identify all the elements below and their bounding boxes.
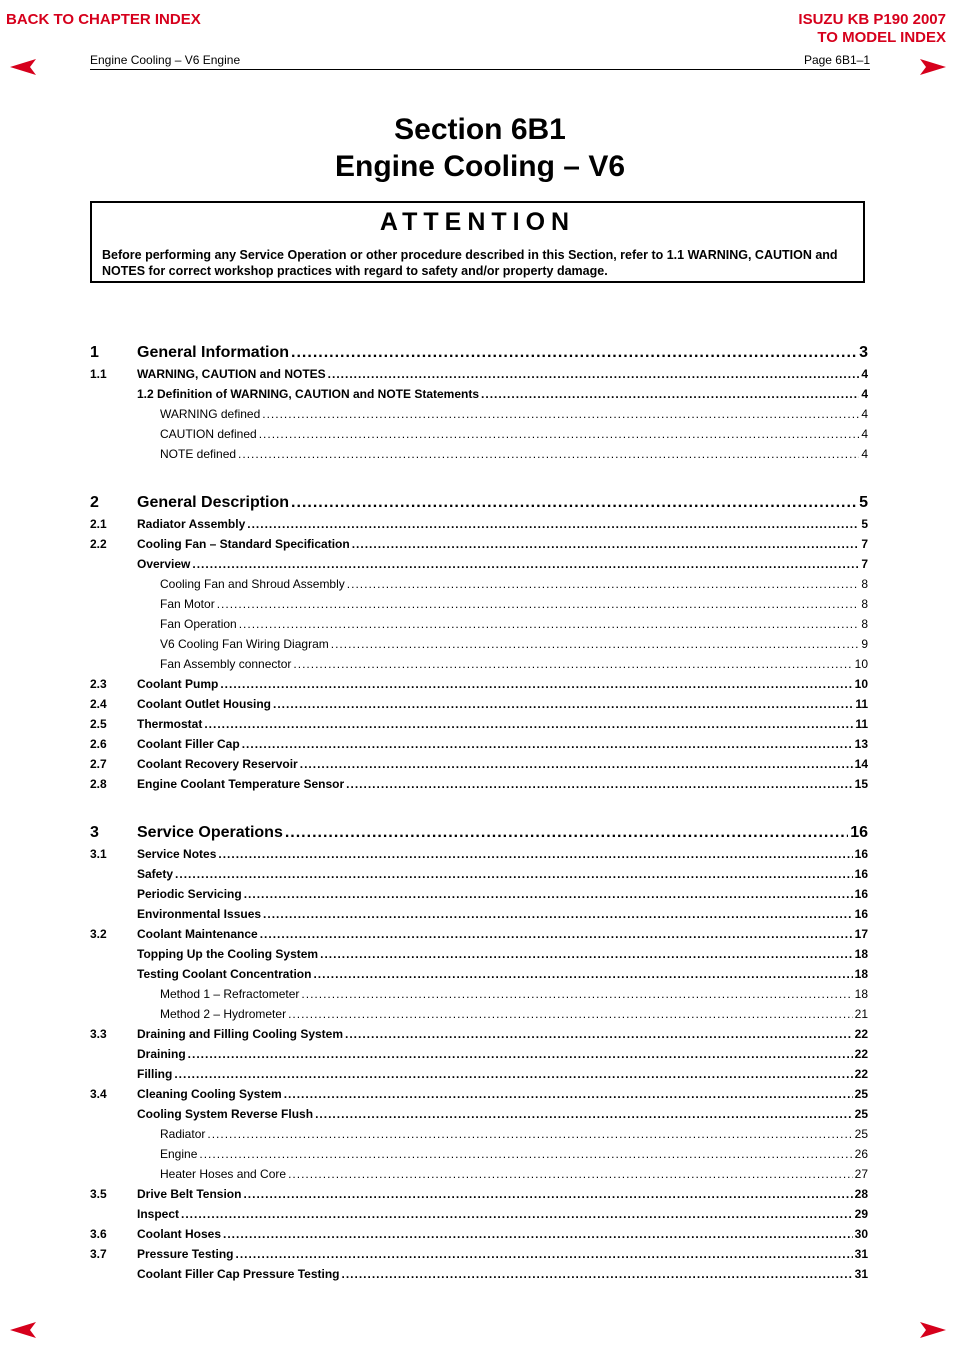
toc-page-number: 9: [861, 637, 868, 651]
toc-entry-label: V6 Cooling Fan Wiring Diagram: [160, 637, 329, 651]
toc-entry-label: Coolant Filler Cap Pressure Testing: [137, 1267, 340, 1281]
toc-entry-number: 3.4: [90, 1087, 107, 1101]
toc-dot-leader: [220, 674, 852, 694]
toc-dot-leader: [244, 884, 853, 904]
toc-subsection-entry[interactable]: [90, 924, 868, 944]
toc-topic-entry[interactable]: [90, 1044, 868, 1064]
toc-entry-label: NOTE defined: [160, 447, 237, 461]
toc-subsection-entry[interactable]: [90, 714, 868, 734]
toc-page-number: 16: [850, 824, 868, 841]
toc-subsection-entry[interactable]: [90, 674, 868, 694]
toc-entry-label: Draining: [137, 1047, 186, 1061]
toc-page-number: 5: [859, 494, 868, 511]
toc-entry-number: 2.1: [90, 517, 107, 531]
toc-page-number: 11: [855, 697, 868, 711]
running-header: [90, 53, 870, 70]
toc-page-number: 25: [854, 1127, 868, 1141]
toc-entry-label: Engine Coolant Temperature Sensor: [137, 777, 345, 791]
toc-page-number: 7: [861, 537, 868, 551]
toc-entry-number: 3.1: [90, 847, 107, 861]
toc-entry-number: 2.4: [90, 697, 107, 711]
toc-entry-label: Cooling Fan and Shroud Assembly: [160, 577, 345, 591]
toc-dot-leader: [352, 534, 860, 554]
toc-subtopic-entry[interactable]: [90, 1124, 868, 1144]
toc-entry-number: 3.7: [90, 1247, 107, 1261]
next-page-arrow-icon[interactable]: [920, 59, 946, 75]
toc-page-number: 22: [854, 1027, 868, 1041]
toc-dot-leader: [259, 424, 860, 444]
toc-entry-number: 2: [90, 494, 99, 511]
toc-topic-entry[interactable]: [90, 1064, 868, 1084]
toc-subsection-entry[interactable]: [90, 514, 868, 534]
toc-subtopic-entry[interactable]: [90, 1164, 868, 1184]
toc-subsection-entry[interactable]: [90, 844, 868, 864]
toc-dot-leader: [328, 364, 860, 384]
toc-page-number: 14: [854, 757, 868, 771]
toc-entry-label: General Information: [137, 344, 290, 361]
toc-subsection-entry[interactable]: [90, 534, 868, 554]
toc-entry-label: Draining and Filling Cooling System: [137, 1027, 344, 1041]
toc-page-number: 17: [854, 927, 868, 941]
toc-entry-label: Filling: [137, 1067, 173, 1081]
toc-subsection-entry[interactable]: [90, 734, 868, 754]
toc-dot-leader: [273, 694, 853, 714]
toc-dot-leader: [347, 574, 860, 594]
toc-page-number: 4: [861, 447, 868, 461]
toc-entry-number: 3.5: [90, 1187, 107, 1201]
toc-topic-entry[interactable]: [90, 864, 868, 884]
toc-topic-entry[interactable]: [90, 964, 868, 984]
toc-entry-label: Coolant Outlet Housing: [137, 697, 271, 711]
toc-entry-label: Service Notes: [137, 847, 217, 861]
toc-entry-number: 3: [90, 824, 99, 841]
toc-subtopic-entry[interactable]: [90, 444, 868, 464]
toc-subtopic-entry[interactable]: [90, 1004, 868, 1024]
toc-page-number: 4: [861, 367, 868, 381]
toc-dot-leader: [238, 444, 859, 464]
toc-subsection-entry[interactable]: [90, 754, 868, 774]
toc-dot-leader: [288, 1004, 853, 1024]
toc-dot-leader: [315, 1104, 853, 1124]
toc-entry-number: 2.3: [90, 677, 107, 691]
toc-page-number: 10: [854, 677, 868, 691]
toc-page-number: 27: [854, 1167, 868, 1181]
toc-entry-label: Coolant Recovery Reservoir: [137, 757, 298, 771]
toc-entry-label: Topping Up the Cooling System: [137, 947, 319, 961]
toc-dot-leader: [293, 654, 852, 674]
toc-page-number: 25: [854, 1087, 868, 1101]
toc-entry-label: WARNING, CAUTION and NOTES: [137, 367, 326, 381]
header-chapter-title: Engine Cooling – V6 Engine: [90, 53, 241, 67]
toc-dot-leader: [174, 1064, 852, 1084]
toc-page-number: 16: [854, 887, 868, 901]
to-model-index-label[interactable]: TO MODEL INDEX: [817, 29, 946, 46]
toc-entry-label: Cooling Fan – Standard Specification: [137, 537, 350, 551]
toc-entry-label: Safety: [137, 867, 174, 881]
attention-heading: ATTENTION: [379, 208, 576, 236]
toc-entry-label: Fan Operation: [160, 617, 237, 631]
toc-subsection-entry[interactable]: [90, 1184, 868, 1204]
toc-page-number: 31: [854, 1247, 868, 1261]
toc-entry-label: Periodic Servicing: [137, 887, 242, 901]
toc-topic-entry[interactable]: [90, 904, 868, 924]
toc-subsection-entry[interactable]: [90, 694, 868, 714]
toc-entry-label: Coolant Hoses: [137, 1227, 222, 1241]
toc-dot-leader: [242, 734, 853, 754]
toc-entry-number: 3.3: [90, 1027, 107, 1041]
toc-entry-label: Cooling System Reverse Flush: [137, 1107, 314, 1121]
toc-page-number: 16: [854, 847, 868, 861]
header-page-number: Page 6B1–1: [803, 53, 870, 67]
attention-text: Before performing any Service Operation or other procedure described in this Section, refer to 1.1 WARNING, CAUTION and NOTES for correct workshop practices with regard to safety and/or property damage.: [102, 248, 838, 278]
toc-dot-leader: [217, 594, 860, 614]
toc-subsection-entry[interactable]: [90, 1024, 868, 1044]
toc-page-number: 11: [855, 717, 868, 731]
toc-entry-label: Coolant Maintenance: [137, 927, 258, 941]
toc-dot-leader: [262, 404, 859, 424]
toc-entry-label: Environmental Issues: [137, 907, 262, 921]
toc-page-number: 30: [854, 1227, 868, 1241]
toc-dot-leader: [481, 384, 859, 404]
toc-entry-number: 2.6: [90, 737, 107, 751]
toc-dot-leader: [300, 754, 853, 774]
toc-page-number: 18: [854, 947, 868, 961]
model-name-label[interactable]: ISUZU KB P190 2007: [798, 11, 946, 28]
toc-entry-label: 1.2 Definition of WARNING, CAUTION and NOTE Statements: [137, 387, 480, 401]
toc-entry-label: Method 1 – Refractometer: [160, 987, 300, 1001]
toc-entry-label: Fan Motor: [160, 597, 215, 611]
toc-dot-leader: [235, 1244, 852, 1264]
toc-dot-leader: [192, 554, 859, 574]
toc-subtopic-entry[interactable]: [90, 424, 868, 444]
toc-page-number: 5: [861, 517, 868, 531]
toc-topic-entry[interactable]: [90, 944, 868, 964]
toc-topic-entry[interactable]: [90, 1104, 868, 1124]
toc-topic-entry[interactable]: [90, 384, 868, 404]
toc-subsection-entry[interactable]: [90, 1084, 868, 1104]
toc-dot-leader: [199, 1144, 852, 1164]
toc-subsection-entry[interactable]: [90, 1244, 868, 1264]
toc-entry-label: Thermostat: [137, 717, 203, 731]
toc-page-number: 15: [854, 777, 868, 791]
toc-dot-leader: [313, 964, 852, 984]
toc-page-number: 8: [861, 597, 868, 611]
toc-entry-number: 3.2: [90, 927, 107, 941]
toc-subtopic-entry[interactable]: [90, 614, 868, 634]
toc-topic-entry[interactable]: [90, 1204, 868, 1224]
toc-subtopic-entry[interactable]: [90, 1144, 868, 1164]
toc-page-number: 4: [861, 427, 868, 441]
toc-page-number: 26: [854, 1147, 868, 1161]
toc-page-number: 31: [854, 1267, 868, 1281]
toc-entry-label: General Description: [137, 494, 290, 511]
toc-entry-number: 1: [90, 344, 99, 361]
toc-entry-label: Coolant Filler Cap: [137, 737, 240, 751]
toc-subtopic-entry[interactable]: [90, 984, 868, 1004]
toc-dot-leader: [181, 1204, 853, 1224]
toc-entry-label: Overview: [137, 557, 191, 571]
toc-entry-label: Inspect: [137, 1207, 180, 1221]
toc-subtopic-entry[interactable]: [90, 404, 868, 424]
toc-dot-leader: [288, 1164, 853, 1184]
toc-dot-leader: [207, 1124, 852, 1144]
toc-entry-number: 3.6: [90, 1227, 107, 1241]
toc-entry-number: 2.5: [90, 717, 107, 731]
toc-page-number: 25: [854, 1107, 868, 1121]
toc-page-number: 16: [854, 867, 868, 881]
toc-dot-leader: [218, 844, 852, 864]
toc-subtopic-entry[interactable]: [90, 634, 868, 654]
toc-page-number: 10: [854, 657, 868, 671]
toc-page-number: 28: [854, 1187, 868, 1201]
toc-page-number: 22: [854, 1047, 868, 1061]
toc-page-number: 21: [854, 1007, 868, 1021]
attention-box: [90, 201, 865, 283]
toc-page-number: 29: [854, 1207, 868, 1221]
toc-subtopic-entry[interactable]: [90, 654, 868, 674]
toc-entry-number: 2.8: [90, 777, 107, 791]
previous-page-arrow-icon[interactable]: [10, 59, 36, 75]
toc-section-gap: [90, 464, 868, 492]
toc-dot-leader: [175, 864, 853, 884]
toc-subsection-entry[interactable]: [90, 364, 868, 384]
toc-page-number: 16: [854, 907, 868, 921]
toc-entry-label: WARNING defined: [160, 407, 261, 421]
toc-topic-entry[interactable]: [90, 1264, 868, 1284]
toc-dot-leader: [223, 1224, 853, 1244]
section-title: [0, 111, 960, 185]
toc-dot-leader: [320, 944, 853, 964]
section-name-title: Engine Cooling – V6: [334, 150, 626, 183]
toc-dot-leader: [342, 1264, 853, 1284]
toc-subsection-entry[interactable]: [90, 1224, 868, 1244]
toc-page-number: 4: [861, 387, 868, 401]
toc-dot-leader: [243, 1184, 852, 1204]
back-to-chapter-index-link[interactable]: BACK TO CHAPTER INDEX: [6, 11, 201, 28]
toc-dot-leader: [247, 514, 859, 534]
toc-subtopic-entry[interactable]: [90, 594, 868, 614]
toc-entry-label: Radiator: [160, 1127, 206, 1141]
toc-dot-leader: [284, 1084, 853, 1104]
toc-page-number: 18: [854, 967, 868, 981]
toc-subtopic-entry[interactable]: [90, 574, 868, 594]
toc-page-number: 7: [861, 557, 868, 571]
toc-subsection-entry[interactable]: [90, 774, 868, 794]
toc-entry-number: 2.2: [90, 537, 107, 551]
toc-dot-leader: [285, 822, 848, 844]
toc-entry-label: CAUTION defined: [160, 427, 257, 441]
toc-entry-number: 1.1: [90, 367, 107, 381]
toc-entry-label: Pressure Testing: [137, 1247, 234, 1261]
toc-dot-leader: [291, 342, 857, 364]
toc-entry-label: Service Operations: [137, 824, 283, 841]
previous-page-arrow-bottom-icon[interactable]: [10, 1322, 36, 1338]
toc-page-number: 8: [861, 617, 868, 631]
toc-dot-leader: [346, 774, 852, 794]
toc-page-number: 4: [861, 407, 868, 421]
toc-page-number: 13: [854, 737, 868, 751]
table-of-contents: [90, 342, 868, 1284]
toc-dot-leader: [204, 714, 853, 734]
toc-entry-label: Radiator Assembly: [137, 517, 246, 531]
toc-section-gap: [90, 794, 868, 822]
toc-entry-label: Coolant Pump: [137, 677, 219, 691]
toc-dot-leader: [291, 492, 857, 514]
toc-page-number: 3: [859, 344, 868, 361]
toc-topic-entry[interactable]: [90, 884, 868, 904]
toc-entry-label: Fan Assembly connector: [160, 657, 292, 671]
toc-section-heading[interactable]: [90, 492, 868, 514]
model-index-link[interactable]: [798, 11, 946, 47]
toc-page-number: 8: [861, 577, 868, 591]
toc-entry-label: Cleaning Cooling System: [137, 1087, 282, 1101]
toc-dot-leader: [263, 904, 853, 924]
toc-topic-entry[interactable]: [90, 554, 868, 574]
toc-entry-label: Testing Coolant Concentration: [137, 967, 312, 981]
toc-entry-number: 2.7: [90, 757, 107, 771]
toc-dot-leader: [331, 634, 860, 654]
toc-section-heading[interactable]: [90, 342, 868, 364]
toc-entry-label: Engine: [160, 1147, 198, 1161]
toc-section-heading[interactable]: [90, 822, 868, 844]
toc-entry-label: Heater Hoses and Core: [160, 1167, 287, 1181]
next-page-arrow-bottom-icon[interactable]: [920, 1322, 946, 1338]
toc-dot-leader: [260, 924, 853, 944]
toc-entry-label: Method 2 – Hydrometer: [160, 1007, 287, 1021]
toc-dot-leader: [301, 984, 852, 1004]
toc-page-number: 18: [854, 987, 868, 1001]
toc-dot-leader: [345, 1024, 853, 1044]
toc-page-number: 22: [854, 1067, 868, 1081]
toc-dot-leader: [239, 614, 860, 634]
toc-entry-label: Drive Belt Tension: [137, 1187, 242, 1201]
toc-dot-leader: [188, 1044, 853, 1064]
section-number-title: Section 6B1: [394, 113, 566, 146]
